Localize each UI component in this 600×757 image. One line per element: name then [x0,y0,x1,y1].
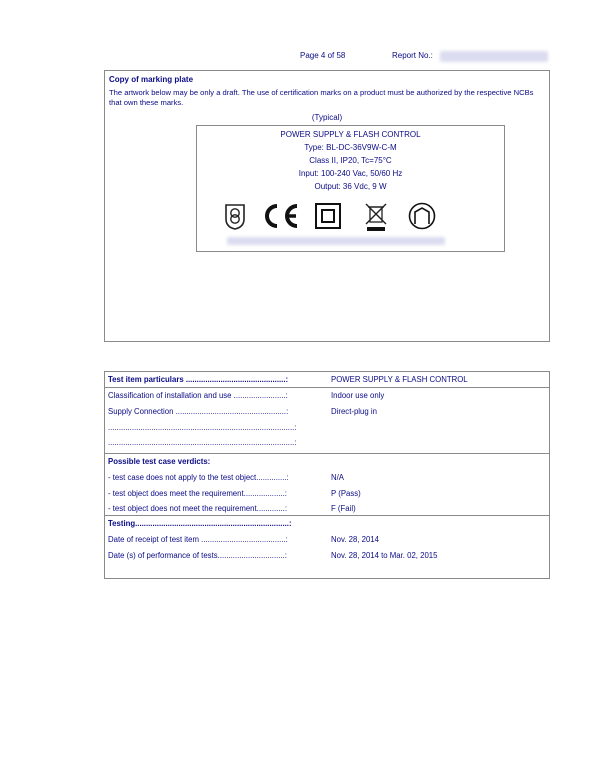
table-row: - test object does meet the requirement...................: P (Pass) [108,489,361,498]
table-row: ......................................................................................: [108,438,297,447]
table-row: - test case does not apply to the test object..............: N/A [108,473,344,482]
plate-line-output: Output: 36 Vdc, 9 W [314,182,387,191]
class-ii-double-insulation-icon [314,202,342,230]
report-number-label: Report No.: [392,51,433,60]
plate-line-input: Input: 100-240 Vac, 50/60 Hz [298,169,403,178]
table-row: Classification of installation and use ........................: Indoor use only [108,391,385,400]
ce-mark-icon [259,202,301,230]
table-row: Date (s) of performance of tests...............................: Nov. 28, 2014 to Mar. 02, 2015 [108,551,438,560]
table-row: - test object does not meet the requirement.............: F (Fail) [108,504,356,513]
plate-line-type: Type: BL-DC-36V9W-C-M [304,143,397,152]
marking-plate [196,125,505,252]
certification-marks [217,202,497,230]
table-row: Test item particulars ..............................................: POWER SUPPLY & FLASH CONTROL [108,375,468,384]
report-number-redacted [440,51,548,62]
table-row: ......................................................................................: [108,423,297,432]
marking-plate-title: Copy of marking plate [109,75,194,84]
weee-crossed-bin-icon [363,202,389,232]
table-row: Possible test case verdicts: [108,457,211,466]
table-row: Testing.......................................................................: [108,519,292,528]
plate-line-product: POWER SUPPLY & FLASH CONTROL [280,130,421,139]
table-row: Supply Connection ...................................................: Direct-plug in [108,407,377,416]
indoor-use-house-icon [407,202,437,230]
plate-line-redacted [227,237,445,245]
table-row: Date of receipt of test item .......................................: Nov. 28, 2014 [108,535,379,544]
safety-transformer-symbol-icon [223,202,247,230]
page-header [0,51,600,65]
page-number: Page 4 of 58 [300,51,346,60]
marking-plate-note: The artwork below may be only a draft. The use of certification marks on a product must be authorized by the respective NCBs that own these marks. [109,88,534,107]
test-particulars-table [104,371,550,579]
typical-label: (Typical) [311,113,343,122]
plate-line-class: Class II, IP20, Tc=75°C [309,156,392,165]
marking-plate-section [104,70,550,342]
